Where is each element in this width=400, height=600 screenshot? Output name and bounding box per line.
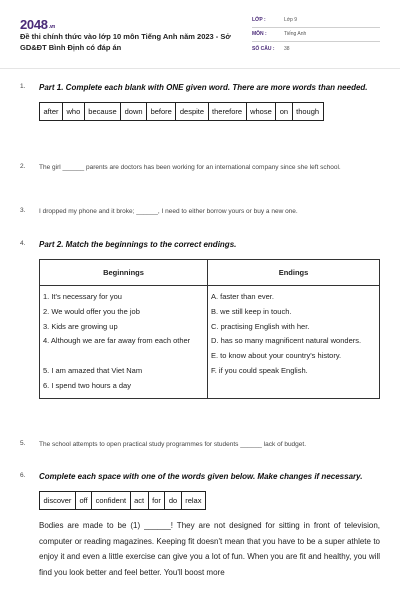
reading-passage: Bodies are made to be (1) ______! They are not designed for sitting in front of television, computer or reading magazines. Keeping fit doesn't mean that you have to be a super athlete to enjoy it and even a little exercise can give you a lot of fun. When you are fit and healthy, you will find you look better and feel better. You'll boost more [39,521,380,577]
word-bank-item: whose [247,103,277,120]
ending-item: A. faster than ever. [211,292,274,301]
beginning-item: 1. It's necessary for you [43,292,122,301]
beginning-item: 5. I am amazed that Viet Nam [43,365,143,375]
word-bank-item: therefore [209,103,247,120]
spacer [43,349,204,364]
meta-label-grade: LỚP : [252,17,266,23]
meta-label-question-count: SỐ CÂU : [252,46,275,52]
document-title: Đề thi chính thức vào lớp 10 môn Tiếng Anh năm 2023 - Sở GD&ĐT Bình Định có đáp án [20,32,231,52]
word-bank-item: down [121,103,147,120]
question-instruction: Complete each space with one of the words given below. Make changes if necessary. [39,472,363,481]
question-number: 5. [20,440,26,447]
ending-item: D. has so many magnificent natural wonders. [211,336,362,346]
beginning-item: 4. Although we are far away from each other [43,336,191,346]
beginnings-cell [40,286,208,399]
word-bank-item: act [131,492,149,509]
question-text: The school attempts to open practical study programmes for students ______ lack of budget. [39,441,307,448]
question-instruction: Part 2. Match the beginnings to the correct endings. [39,240,237,249]
question-text: The girl ______ parents are doctors has been working for an international company since she left school. [39,164,341,171]
meta-value-subject: Tiếng Anh [284,31,307,37]
question-number: 1. [20,83,26,90]
word-bank-item: confident [92,492,130,509]
word-bank-item: though [296,107,320,116]
word-bank [39,102,324,121]
endings-cell [208,286,380,399]
question-number: 2. [20,163,26,170]
word-bank-item: despite [176,103,208,120]
divider [252,27,380,28]
ending-item: F. if you could speak English. [211,365,308,375]
matching-table [39,259,380,399]
word-bank-item: on [276,103,292,120]
ending-item: E. to know about your country's history. [211,351,342,361]
column-header-beginnings: Beginnings [40,260,208,286]
ending-item: C. practising English with her. [211,321,310,331]
word-bank-item: before [147,103,176,120]
divider [252,41,380,42]
word-bank-item: do [165,492,181,509]
word-bank-item: for [149,492,166,509]
question-number: 4. [20,240,26,247]
question-instruction: Part 1. Complete each blank with ONE given word. There are more words than needed. [39,83,368,92]
question-number: 6. [20,472,26,479]
word-bank-item: discover [40,492,76,509]
question-text: I dropped my phone and it broke; ______, I need to either borrow yours or buy a new one. [39,208,298,215]
word-bank-item: after [40,103,63,120]
page-header [0,0,400,62]
word-bank [39,491,206,510]
site-logo[interactable]: 2048.vn [20,17,56,32]
meta-value-grade: Lớp 9 [284,17,298,23]
word-bank-item: relax [185,496,202,505]
column-header-endings: Endings [208,260,380,286]
meta-label-subject: MÔN : [252,31,267,37]
word-bank-item: off [76,492,92,509]
header-divider [0,68,400,69]
ending-item: B. we still keep in touch. [211,306,292,316]
beginning-item: 2. We would offer you the job [43,306,140,316]
question-number: 3. [20,207,26,214]
meta-value-question-count: 38 [284,46,290,52]
word-bank-item: because [85,103,121,120]
word-bank-item: who [63,103,85,120]
beginning-item: 6. I spend two hours a day [43,380,131,390]
beginning-item: 3. Kids are growing up [43,321,118,331]
